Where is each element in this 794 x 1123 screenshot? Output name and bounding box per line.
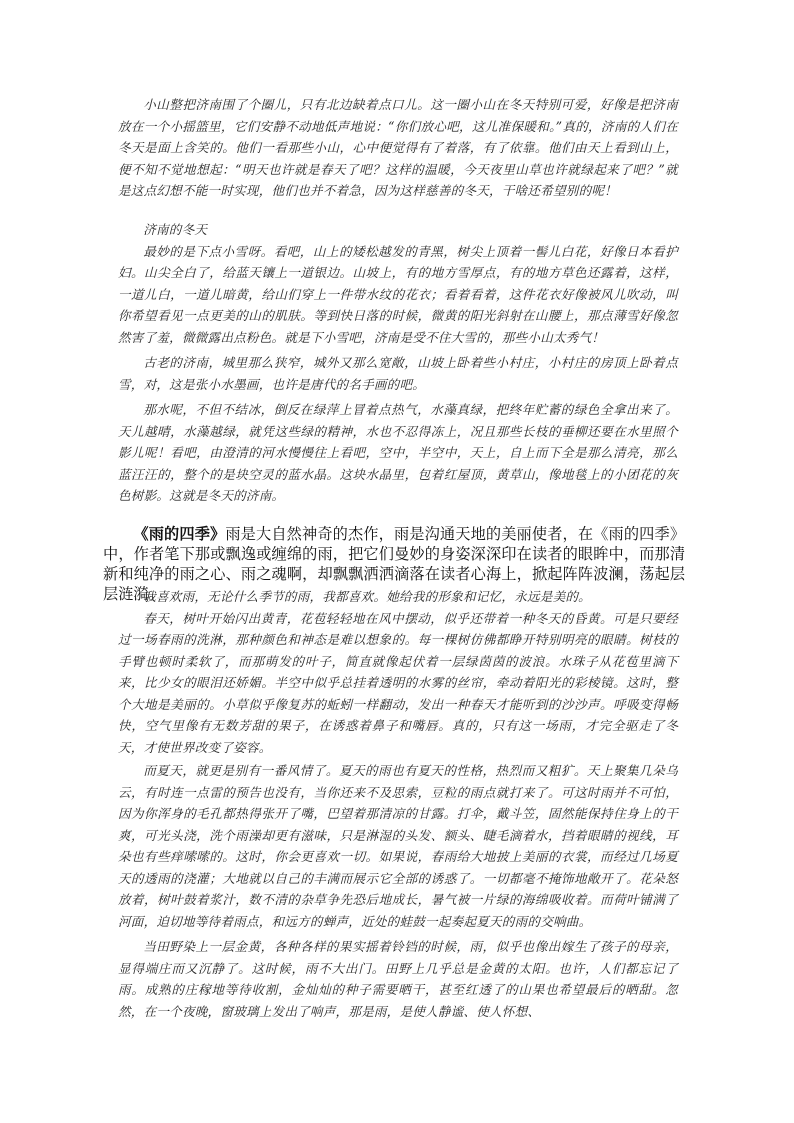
jinan-intro-block: [118, 94, 678, 202]
paragraph: 当田野染上一层金黄，各种各样的果实摇着铃铛的时候，雨，似乎也像出嫁生了孩子的母亲，显得端庄而又沉静了。这时候，雨不大出门。田野上几乎总是金黄的太阳。也许，人们都忘记了雨。成熟的庄稼地等待收割，金灿灿的种子需要晒干，甚至红透了的山果也希望最后的晒甜。忽然，在一个夜晚，窗玻璃上发出了响声，那是雨，是使人静谧、使人怀想、: [118, 939, 678, 1019]
rain-book-title: 《雨的四季》: [133, 525, 226, 543]
section-title: 济南的冬天: [143, 222, 208, 237]
paragraph: 那水呢，不但不结冰，倒反在绿萍上冒着点热气，水藻真绿，把终年贮蓄的绿色全拿出来了。天儿越晴，水藻越绿，就凭这些绿的精神，水也不忍得冻上，况且那些长枝的垂柳还要在水里照个影儿呢！看吧，由澄清的河水慢慢往上看吧，空中，半空中，天上，自上而下全是那么清亮，那么蓝汪汪的，整个的是块空灵的蓝水晶。这块水晶里，包着红屋顶，黄草山，像地毯上的小团花的灰色树影。这就是冬天的济南。: [118, 402, 678, 503]
paragraph: 我喜欢雨，无论什么季节的雨，我都喜欢。她给我的形象和记忆，永远是美的。: [143, 589, 591, 604]
paragraph: 古老的济南，城里那么狭窄，城外又那么宽敞，山坡上卧着些小村庄，小村庄的房顶上卧着点雪，对，这是张小水墨画，也许是唐代的名手画的吧。: [118, 355, 678, 392]
jinan-winter-section: [118, 219, 678, 507]
rain-seasons-section: [118, 586, 678, 1022]
paragraph: 而夏天，就更是别有一番风情了。夏天的雨也有夏天的性格，热烈而又粗犷。天上聚集几朵乌云，有时连一点雷的预告也没有，当你还来不及思索，豆粒的雨点就打来了。可这时雨并不可怕，因为你浑身的毛孔都热得张开了嘴，巴望着那清凉的甘露。打伞，戴斗笠，固然能保持住身上的干爽，可光头浇，洗个雨澡却更有滋味，只是淋湿的头发、额头、睫毛滴着水，挡着眼睛的视线，耳朵也有些痒嗦嗦的。这时，你会更喜欢一切。如果说，春雨给大地披上美丽的衣裳，而经过几场夏天的透雨的浇灌；大地就以自己的丰满而展示它全部的诱惑了。一切都毫不掩饰地敞开了。花朵怒放着，树叶鼓着浆汁，数不清的杂草争先恐后地成长，暑气被一片绿的海绵吸收着。而荷叶铺满了河面，迫切地等待着雨点，和远方的蝉声，近处的蛙鼓一起奏起夏天的雨的交响曲。: [118, 763, 678, 929]
paragraph: 春天，树叶开始闪出黄青，花苞轻轻地在风中摆动，似乎还带着一种冬天的昏黄。可是只要经过一场春雨的洗淋，那种颜色和神态是难以想象的。每一棵树仿佛都睁开特别明亮的眼睛。树枝的手臂也顿时柔软了，而那萌发的叶子，简直就像起伏着一层绿茵茵的波浪。水珠子从花苞里滴下来，比少女的眼泪还娇媚。半空中似乎总挂着透明的水雾的丝帘，牵动着阳光的彩棱镜。这时，整个大地是美丽的。小草似乎像复苏的蚯蚓一样翻动，发出一种春天才能听到的沙沙声。呼吸变得畅快，空气里像有无数芳甜的果子，在诱惑着鼻子和嘴唇。真的，只有这一场雨，才完全驱走了冬天，才使世界改变了姿容。: [118, 610, 678, 755]
rain-intro-text: 雨是大自然神奇的杰作，雨是沟通天地的美丽使者，在《雨的四季》中，作者笔下那或飘逸或缠绵的雨，把它们曼妙的身姿深深印在读者的眼眸中，而那清新和纯净的雨之心、雨之魂啊，却飘飘洒洒滴落在读者心海上，掀起阵阵波澜，荡起层层涟漪。: [103, 525, 686, 603]
paragraph: 最妙的是下点小雪呀。看吧，山上的矮松越发的青黑，树尖上顶着一髻儿白花，好像日本看护妇。山尖全白了，给蓝天镶上一道银边。山坡上，有的地方雪厚点，有的地方草色还露着，这样，一道儿白，一道儿暗黄，给山们穿上一件带水纹的花衣；看着看着，这件花衣好像被风儿吹动，叫你希望看见一点更美的山的肌肤。等到快日落的时候，微黄的阳光斜射在山腰上，那点薄雪好像忽然害了羞，微微露出点粉色。就是下小雪吧，济南是受不住大雪的，那些小山太秀气！: [118, 243, 678, 345]
paragraph: 小山整把济南围了个圈儿，只有北边缺着点口儿。这一圈小山在冬天特别可爱，好像是把济南放在一个小摇篮里，它们安静不动地低声地说：“你们放心吧，这儿准保暖和。”真的，济南的人们在冬天是面上含笑的。他们一看那些小山，心中便觉得有了着落，有了依靠。他们由天上看到山上，便不知不觉地想起：“明天也许就是春天了吧？这样的温暖，今天夜里山草也许就绿起来了吧？”就是这点幻想不能一时实现，他们也并不着急，因为这样慈善的冬天，干啥还希望别的呢！: [118, 97, 678, 198]
